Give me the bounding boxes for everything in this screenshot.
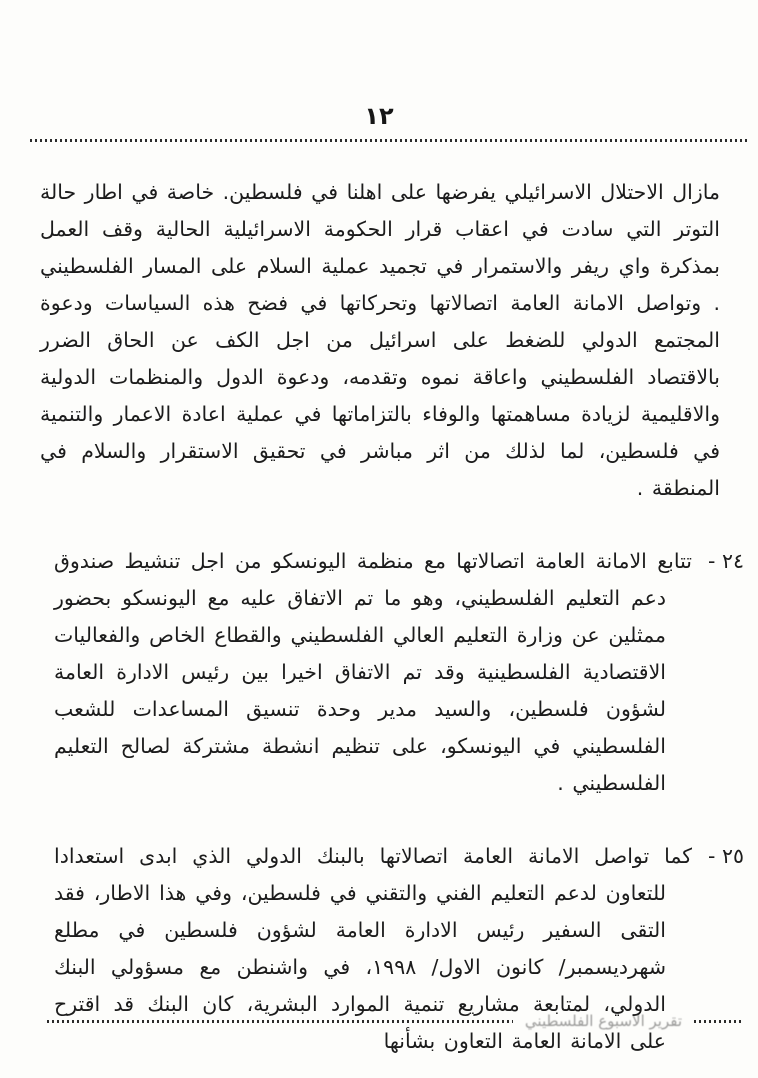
- paragraph-24-text: تتابع الامانة العامة اتصالاتها مع منظمة اليونسكو من اجل تنشيط صندوق دعم التعليم الفلسطيني، وهو ما تم الاتفاق عليه مع اليونسكو بحضور ممثلين عن وزارة التعليم العالي الفلسطيني والقطاع الخاص والفعاليات الاقتصادية الفلسطينية وقد تم الاتفاق اخيرا بين رئيس الادارة العامة لشؤون فلسطين، والسيد مدير وحدة تنسيق المساعدات للشعب الفلسطيني في اليونسكو، على تنظيم انشطة مشتركة لصالح التعليم الفلسطيني .: [54, 549, 692, 795]
- page-body: [40, 174, 744, 1060]
- numbered-paragraph-24: [40, 543, 744, 802]
- paragraph-24-number: ٢٤ -: [708, 549, 744, 573]
- intro-paragraph: مازال الاحتلال الاسرائيلي يفرضها على اهلنا في فلسطين. خاصة في اطار حالة التوتر التي سادت في اعقاب قرار الحكومة الاسرائيلية الحالية وقف العمل بمذكرة واي ريفر والاستمرار في تجميد عملية السلام على المسار الفلسطيني . وتواصل الامانة العامة اتصالاتها وتحركاتها في فضح هذه السياسات ودعوة المجتمع الدولي للضغط على اسرائيل من اجل الكف عن الحاق الضرر بالاقتصاد الفلسطيني واعاقة نموه وتقدمه، ودعوة الدول والمنظمات الدولية والاقليمية لزيادة مساهمتها والوفاء بالتزاماتها في عملية اعادة الاعمار والتنمية في فلسطين، لما لذلك من اثر مباشر في تحقيق الاستقرار والسلام في المنطقة .: [40, 180, 720, 500]
- paragraph-25-number: ٢٥ -: [708, 844, 744, 868]
- footer-dash-left: [47, 1020, 513, 1023]
- top-divider: [30, 139, 748, 142]
- footer-note: تقرير الاسبوع الفلسطيني: [524, 1012, 682, 1030]
- paragraph-25-text: كما تواصل الامانة العامة اتصالاتها بالبنك الدولي الذي ابدى استعدادا للتعاون لدعم التعليم الفني والتقني في فلسطين، وفي هذا الاطار، فقد التقى السفير رئيس الادارة العامة لشؤون فلسطين في مطلع شهرديسمبر/ كانون الاول/ ١٩٩٨، في واشنطن مع مسؤولي البنك الدولي، لمتابعة مشاريع تنمية الموارد البشرية، كان البنك قد اقترح على الامانة العامة التعاون بشأنها: [54, 844, 692, 1053]
- footer-divider-row: [47, 1012, 742, 1030]
- page-number: ١٢: [364, 102, 394, 130]
- footer-dash-right: [694, 1020, 742, 1023]
